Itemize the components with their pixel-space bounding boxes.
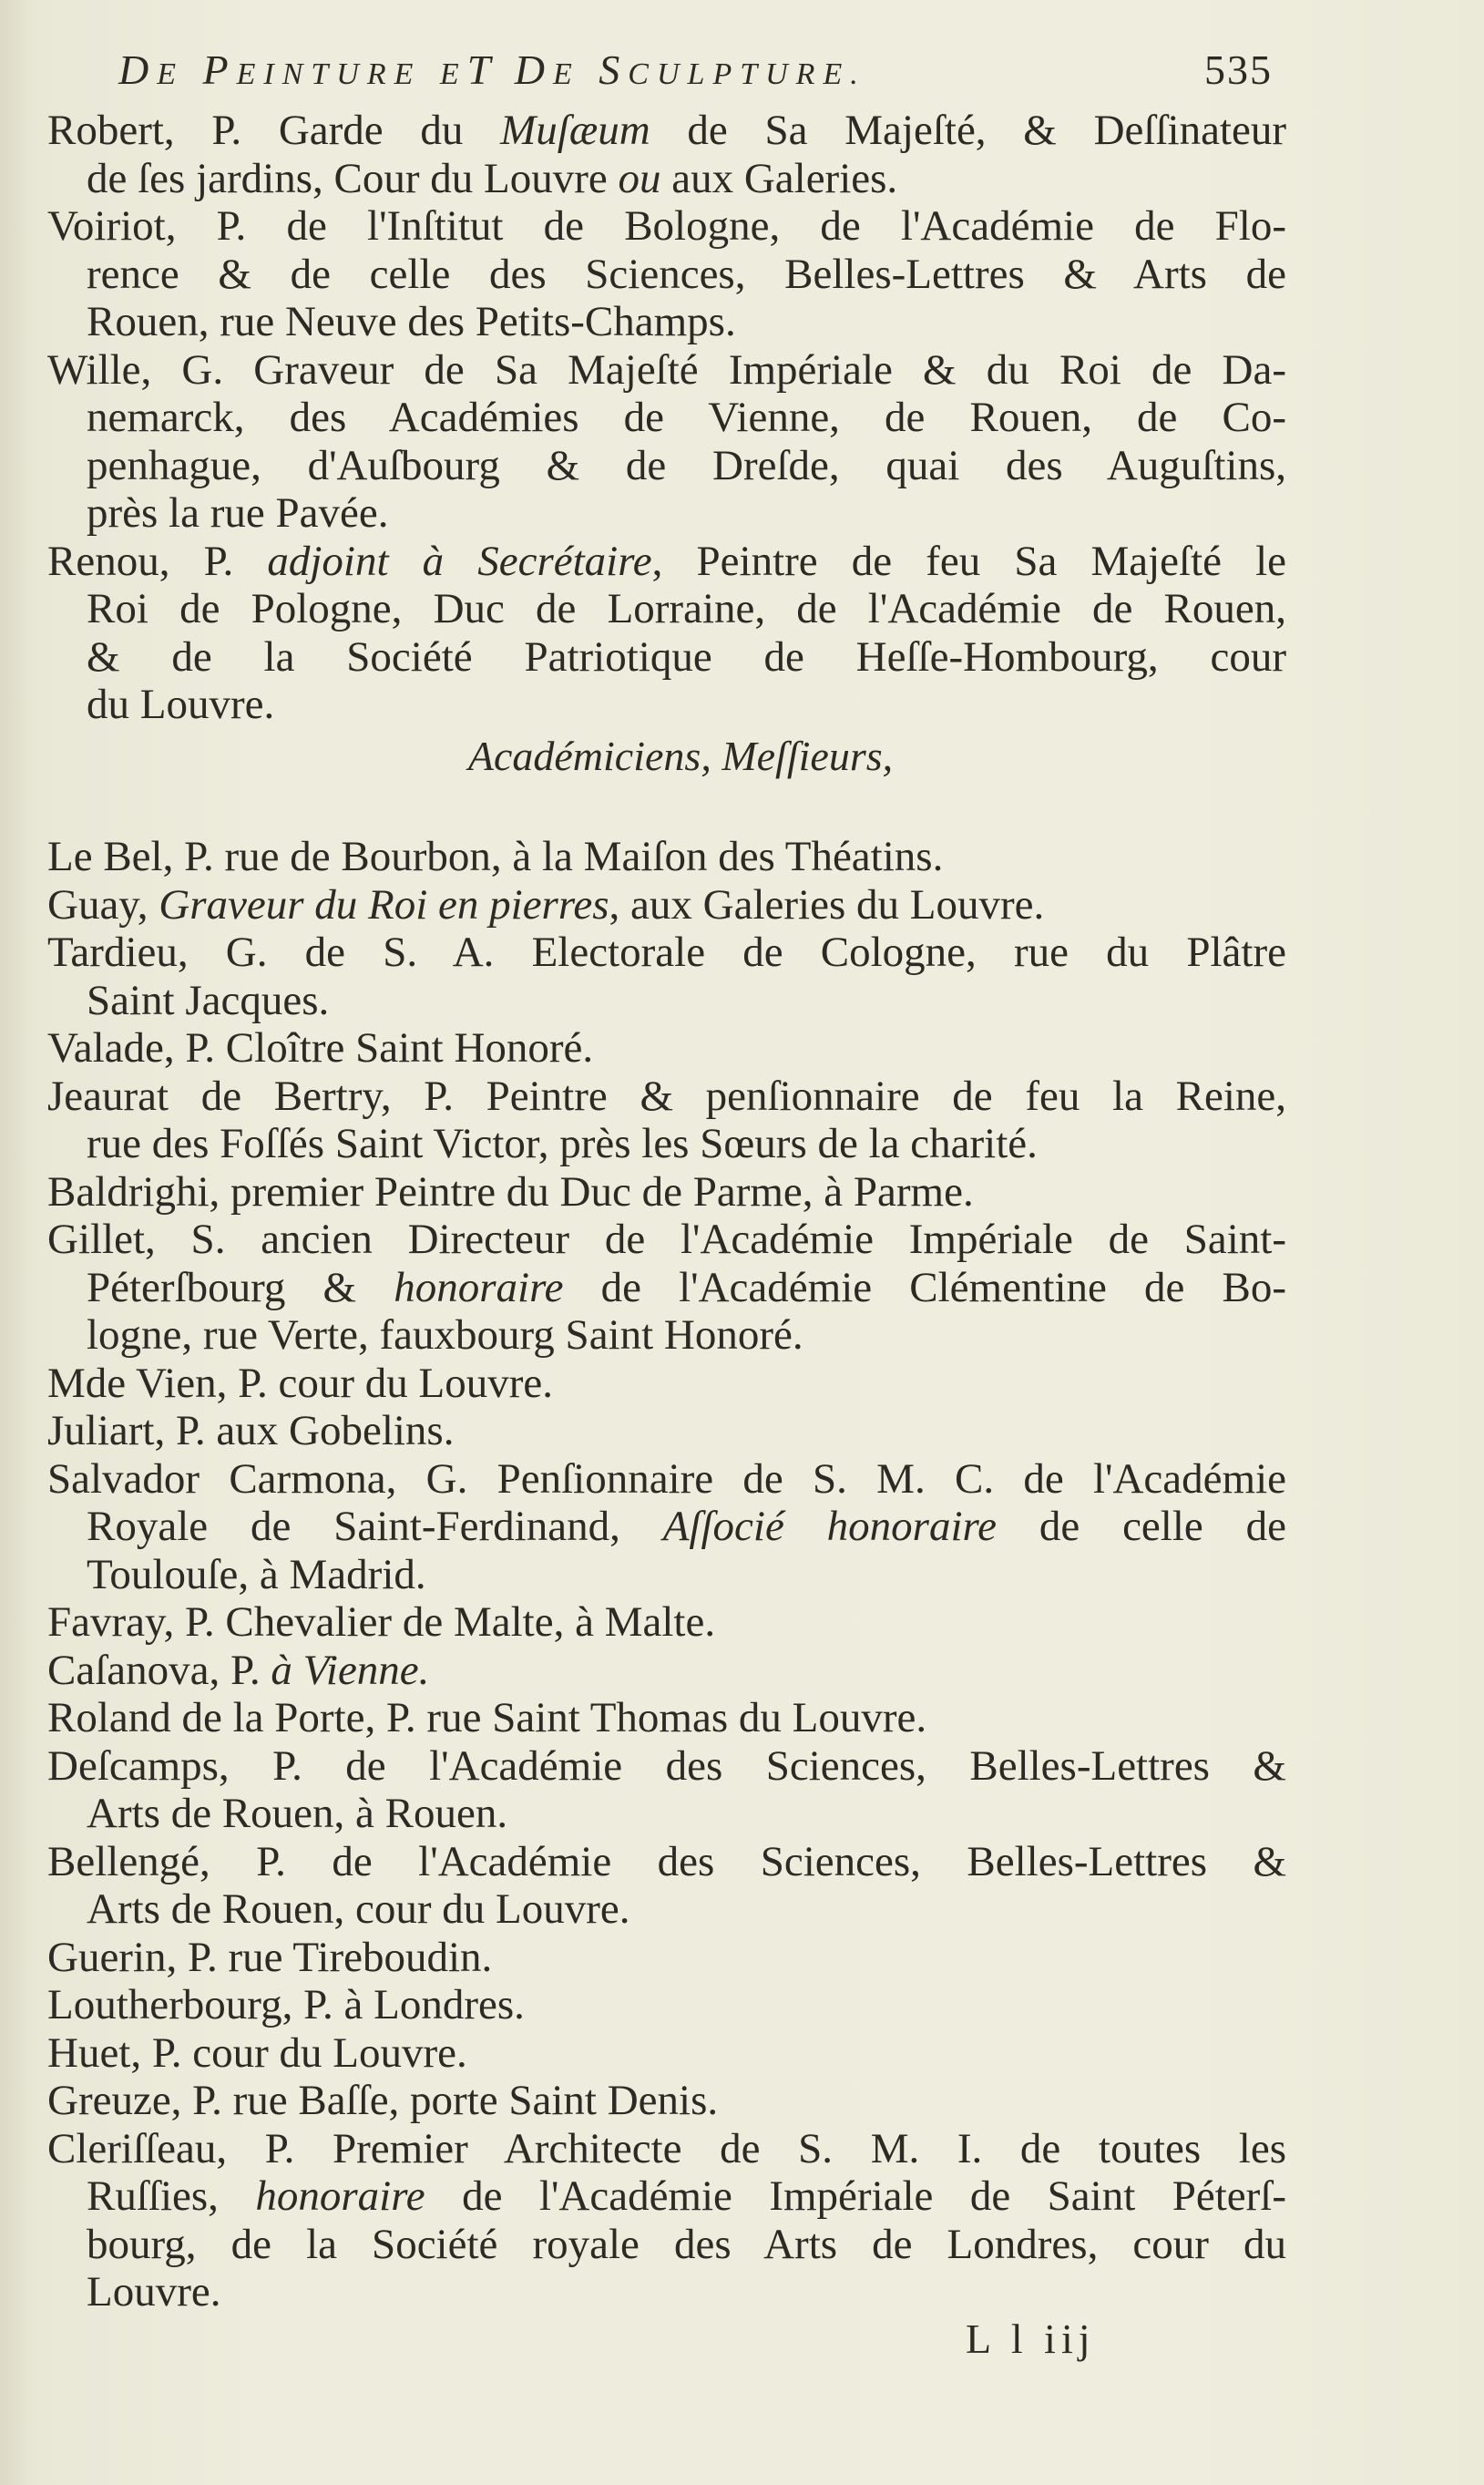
text: Deſcamps, P. de l'Académie des Sciences, Belles-Lettres & (47, 1741, 1286, 1790)
text: Saint Jacques. (87, 976, 330, 1024)
text: Louvre. (87, 2268, 221, 2316)
entry-continuation-line (47, 442, 1286, 490)
entry (47, 1598, 1286, 1647)
text: Caſanova, P. (47, 1646, 271, 1694)
text: Roi de Pologne, Duc de Lorraine, de l'Académie de Rouen, (87, 585, 1286, 632)
text: Jeaurat de Bertry, P. Peintre & penſionnaire de feu la Reine, (47, 1072, 1286, 1120)
running-title-part: D (118, 46, 158, 93)
entry-first-line (47, 1981, 1286, 2029)
entry-first-line (47, 202, 1286, 251)
italic-text: Aſſocié honoraire (662, 1503, 997, 1550)
entry-first-line (47, 538, 1286, 586)
entry-first-line (47, 881, 1286, 929)
entry (47, 833, 1286, 881)
entry-first-line (47, 1024, 1286, 1073)
entry-continuation-line (47, 2221, 1286, 2269)
text: Toulouſe, à Madrid. (87, 1550, 426, 1598)
text: Bellengé, P. de l'Académie des Sciences, Belles-Lettres & (47, 1837, 1286, 1885)
running-title-part: P (184, 46, 237, 93)
text: Voiriot, P. de l'Inſtitut de Bologne, de l'Académie de Flo- (47, 202, 1286, 250)
running-title-part: D (514, 46, 554, 93)
text: Arts de Rouen, cour du Louvre. (87, 1885, 630, 1933)
text: de l'Académie Impériale de Saint Péterſ- (425, 2172, 1286, 2220)
italic-text: Graveur du Roi en pierres (159, 880, 609, 929)
text: Favray, P. Chevalier de Malte, à Malte. (47, 1598, 716, 1646)
text: & de la Société Patriotique de Heſſe-Hombourg, cour (87, 632, 1286, 681)
italic-text: honoraire (394, 1263, 564, 1311)
entry-continuation-line (47, 1551, 1286, 1599)
entry (47, 1168, 1286, 1217)
entry-first-line (47, 1742, 1286, 1791)
text: , Peintre de feu Sa Majeſté le (651, 537, 1287, 585)
running-title-part: E (157, 57, 185, 91)
entry-first-line (47, 1598, 1286, 1647)
running-header (118, 46, 1273, 100)
entry-continuation-line (47, 681, 1286, 729)
entry (47, 929, 1286, 1024)
entry-first-line (47, 1934, 1286, 1982)
entry (47, 202, 1286, 346)
entry-continuation-line (47, 489, 1286, 538)
entry-continuation-line (47, 298, 1286, 346)
text: Guerin, P. rue Tireboudin. (47, 1933, 493, 1981)
entry (47, 2125, 1286, 2316)
entry (47, 2077, 1286, 2125)
entry-first-line (47, 1168, 1286, 1217)
page-number: 535 (1204, 46, 1273, 93)
text: de l'Académie Clémentine de Bo- (563, 1263, 1286, 1311)
text: Roland de la Porte, P. rue Saint Thomas du Louvre. (47, 1694, 927, 1741)
text: Tardieu, G. de S. A. Electorale de Cologne, rue du Plâtre (47, 929, 1286, 976)
text: Robert, P. Garde du (47, 107, 501, 154)
text: , aux Galeries du Louvre. (609, 880, 1045, 929)
text: Loutherbourg, P. à Londres. (47, 1981, 525, 2028)
text: de celle de (996, 1503, 1286, 1550)
running-title-part (421, 46, 440, 93)
text: Ruſſies, (87, 2172, 256, 2220)
running-title (118, 46, 866, 94)
italic-text: Muſæum (500, 107, 650, 154)
entry-continuation-line (47, 1311, 1286, 1360)
running-title-part: E (439, 57, 467, 91)
entry-first-line (47, 1694, 1286, 1742)
text: Le Bel, P. rue de Bourbon, à la Maiſon des Théatins. (47, 833, 944, 880)
text: Guay, (47, 880, 159, 929)
entry-first-line (47, 1216, 1286, 1264)
text: rence & de celle des Sciences, Belles-Lettres & Arts de (87, 250, 1286, 298)
entry-continuation-line (47, 1120, 1286, 1168)
running-title-part: E (553, 57, 580, 91)
text: Salvador Carmona, G. Penſionnaire de S. M. C. de l'Académie (47, 1454, 1286, 1503)
text: de Sa Majeſté, & Deſſinateur (650, 107, 1287, 154)
text: bourg, de la Société royale des Arts de Londres, cour du (87, 2220, 1286, 2268)
italic-text: adjoint à Secrétaire (267, 537, 652, 585)
entry (47, 1934, 1286, 1982)
entry-continuation-line (47, 251, 1286, 299)
entry (47, 346, 1286, 538)
text: logne, rue Verte, fauxbourg Saint Honoré. (87, 1311, 803, 1359)
text: Arts de Rouen, à Rouen. (87, 1790, 508, 1837)
text: Juliart, P. aux Gobelins. (47, 1407, 455, 1454)
italic-text: honoraire (255, 2172, 425, 2220)
entry-first-line (47, 833, 1286, 881)
entry-continuation-line (47, 394, 1286, 442)
text: Huet, P. cour du Louvre. (47, 2028, 467, 2077)
running-title-part: T (466, 46, 499, 93)
text: Valade, P. Cloître Saint Honoré. (47, 1024, 594, 1072)
running-title-part: S (579, 46, 629, 93)
entry (47, 538, 1286, 729)
printer-signature-mark: L l iij (966, 2316, 1096, 2362)
text: Gillet, S. ancien Directeur de l'Académie Impériale de Saint- (47, 1216, 1286, 1263)
officers-list (47, 107, 1286, 729)
text: Rouen, rue Neuve des Petits-Champs. (87, 298, 736, 345)
entry-continuation-line (47, 2268, 1286, 2316)
entry-first-line (47, 929, 1286, 977)
entry-first-line (47, 2125, 1286, 2173)
text: Cleriſſeau, P. Premier Architecte de S. M. I. de toutes les (47, 2124, 1286, 2172)
entry (47, 1742, 1286, 1838)
section-heading: Académiciens, Meſſieurs, (467, 732, 894, 779)
entry-first-line (47, 346, 1286, 395)
entry (47, 2029, 1286, 2078)
running-title-part: CULPTURE. (628, 57, 866, 91)
entry (47, 1216, 1286, 1360)
text: près la rue Pavée. (87, 489, 389, 537)
entry (47, 1407, 1286, 1455)
entry-continuation-line (47, 1790, 1286, 1838)
text: Wille, G. Graveur de Sa Majeſté Impériale & du Roi de Da- (47, 345, 1286, 394)
italic-text: à Vienne. (271, 1646, 430, 1694)
text: Royale de Saint-Ferdinand, (87, 1503, 663, 1550)
entry (47, 1981, 1286, 2029)
entry (47, 1647, 1286, 1695)
entry-continuation-line (47, 585, 1286, 633)
entry-first-line (47, 107, 1286, 155)
text: Renou, P. (47, 537, 268, 585)
text: Greuze, P. rue Baſſe, porte Saint Denis. (47, 2077, 719, 2124)
entry-continuation-line (47, 633, 1286, 682)
entry (47, 1838, 1286, 1934)
entry-first-line (47, 1838, 1286, 1886)
entry-continuation-line (47, 1264, 1286, 1312)
entry-first-line (47, 2077, 1286, 2125)
text: Baldrighi, premier Peintre du Duc de Parme, à Parme. (47, 1167, 974, 1216)
entry (47, 881, 1286, 929)
text: rue des Foſſés Saint Victor, près les Sœurs de la charité. (87, 1120, 1038, 1167)
page-body (47, 107, 1286, 2316)
academicians-list (47, 833, 1286, 2316)
text: aux Galeries. (660, 154, 898, 202)
text: penhague, d'Auſbourg & de Dreſde, quai des Auguſtins, (87, 441, 1286, 489)
entry-first-line (47, 1455, 1286, 1504)
running-title-part: EINTURE (236, 57, 422, 91)
text: Péterſbourg & (87, 1263, 394, 1311)
entry (47, 1073, 1286, 1168)
text: nemarck, des Académies de Vienne, de Rouen, de Co- (87, 394, 1286, 441)
entry-continuation-line (47, 1885, 1286, 1934)
running-title-part (498, 57, 515, 91)
entry (47, 107, 1286, 202)
entry (47, 1694, 1286, 1742)
entry-first-line (47, 2029, 1286, 2078)
text: Mde Vien, P. cour du Louvre. (47, 1359, 554, 1407)
entry-continuation-line (47, 1503, 1286, 1551)
entry-continuation-line (47, 155, 1286, 203)
entry-continuation-line (47, 2172, 1286, 2221)
entry-first-line (47, 1407, 1286, 1455)
italic-text: ou (618, 154, 661, 202)
entry (47, 1360, 1286, 1408)
entry-first-line (47, 1647, 1286, 1695)
text: de ſes jardins, Cour du Louvre (87, 154, 619, 202)
text: du Louvre. (87, 681, 275, 728)
entry (47, 1024, 1286, 1073)
entry-continuation-line (47, 977, 1286, 1025)
entry-first-line (47, 1360, 1286, 1408)
entry (47, 1455, 1286, 1599)
entry-first-line (47, 1073, 1286, 1121)
